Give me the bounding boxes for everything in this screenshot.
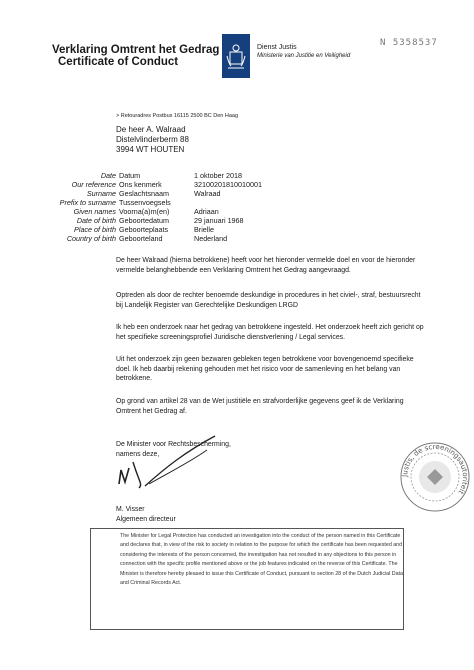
label-nl-place-of-birth: Geboorteplaats xyxy=(119,225,169,234)
label-nl-date-of-birth: Geboortedatum xyxy=(119,216,169,225)
org-ministry: Ministerie van Justitie en Veiligheid xyxy=(257,53,351,59)
label-nl-date: Datum xyxy=(119,171,141,180)
serial-number: N 5358537 xyxy=(380,38,438,48)
government-crest-logo xyxy=(222,34,250,78)
value-reference: 32100201810010001 xyxy=(194,180,262,189)
label-en-place-of-birth: Place of birth xyxy=(74,225,116,234)
label-en-country-of-birth: Country of birth xyxy=(66,234,116,243)
value-country-of-birth: Nederland xyxy=(194,234,228,243)
signature-on-behalf: namens deze, xyxy=(116,451,160,458)
value-date-of-birth: 29 januari 1968 xyxy=(194,216,244,225)
paragraph-issuance: Op grond van artikel 28 van de Wet justitiële en strafvorderlijke gegevens geef ik de Verklaring Omtrent het Gedrag af. xyxy=(116,398,404,415)
label-en-date: Date xyxy=(100,171,116,180)
document-title-nl: Verklaring Omtrent het Gedrag xyxy=(52,44,220,56)
label-en-surname: Surname xyxy=(86,189,116,198)
value-place-of-birth: Brielle xyxy=(194,225,214,234)
value-surname: Walraad xyxy=(194,189,221,198)
label-en-reference: Our reference xyxy=(71,180,116,189)
signatory-role: Algemeen directeur xyxy=(116,516,176,523)
addressee-street: Distelvlinderberm 88 xyxy=(116,135,189,144)
label-nl-given-names: Voorna(a)m(en) xyxy=(119,207,170,216)
paragraph-purpose: Optreden als door de rechter benoemde deskundige in procedures in het civiel-, straf, bestuursrecht bij Landelijk Register van Gerechtelijke Deskundigen LRGD xyxy=(116,292,421,309)
value-date: 1 oktober 2018 xyxy=(194,171,242,180)
addressee-city: 3994 WT HOUTEN xyxy=(116,145,185,154)
document-title-en: Certificate of Conduct xyxy=(58,56,179,68)
label-en-date-of-birth: Date of birth xyxy=(76,216,116,225)
official-seal-stamp xyxy=(398,440,472,514)
label-en-given-names: Given names xyxy=(73,207,116,216)
english-notice-text: The Minister for Legal Protection has conducted an investigation into the conduct of the person named in this Certificate and declares that, in view of the risk to society in relation to the purpose for which the certificate has been requested and considering the interests of the person concerned, the investigation has not resulted in any objections to this person in connection with the specific profile mentioned above or the job features indicated on the reverse of this Certificate. The Minister is therefore hereby pleased to issue this Certificate of Conduct, pursuant to section 28 of the Dutch Judicial Data and Criminal Records Act. xyxy=(120,533,403,587)
label-en-prefix: Prefix to surname xyxy=(59,198,116,207)
paragraph-request: De heer Walraad (hierna betrokkene) heeft voor het hieronder vermelde doel en voor de hieronder vermelde belanghebbende een Verklaring Omtrent het Gedrag aangevraagd. xyxy=(116,257,416,274)
return-address: > Retouradres Postbus 16115 2500 BC Den Haag xyxy=(116,113,239,119)
label-nl-reference: Ons kenmerk xyxy=(119,180,162,189)
signatory-name: M. Visser xyxy=(116,506,145,513)
org-name: Dienst Justis xyxy=(257,44,297,51)
paragraph-investigation: Ik heb een onderzoek naar het gedrag van betrokkene ingesteld. Het onderzoek heeft zich gericht op het specifieke screeningsprofiel Juridische dienstverlening / Legal services. xyxy=(116,324,424,341)
stamp-text: Justis, de screeningsautoriteit xyxy=(400,442,470,496)
handwritten-signature xyxy=(115,422,225,497)
label-nl-country-of-birth: Geboorteland xyxy=(119,234,163,243)
addressee-name: De heer A. Walraad xyxy=(116,125,186,134)
signature-minister: De Minister voor Rechtsbescherming, xyxy=(116,441,231,448)
label-nl-prefix: Tussenvoegsels xyxy=(119,198,171,207)
label-nl-surname: Geslachtsnaam xyxy=(119,189,169,198)
value-given-names: Adriaan xyxy=(194,207,219,216)
paragraph-no-objections: Uit het onderzoek zijn geen bezwaren gebleken tegen betrokkene voor bovengenoemd specifieke doel. Ik heb daarbij rekening gehouden met het risico voor de samenleving en het belang van betrokkene. xyxy=(116,356,414,383)
